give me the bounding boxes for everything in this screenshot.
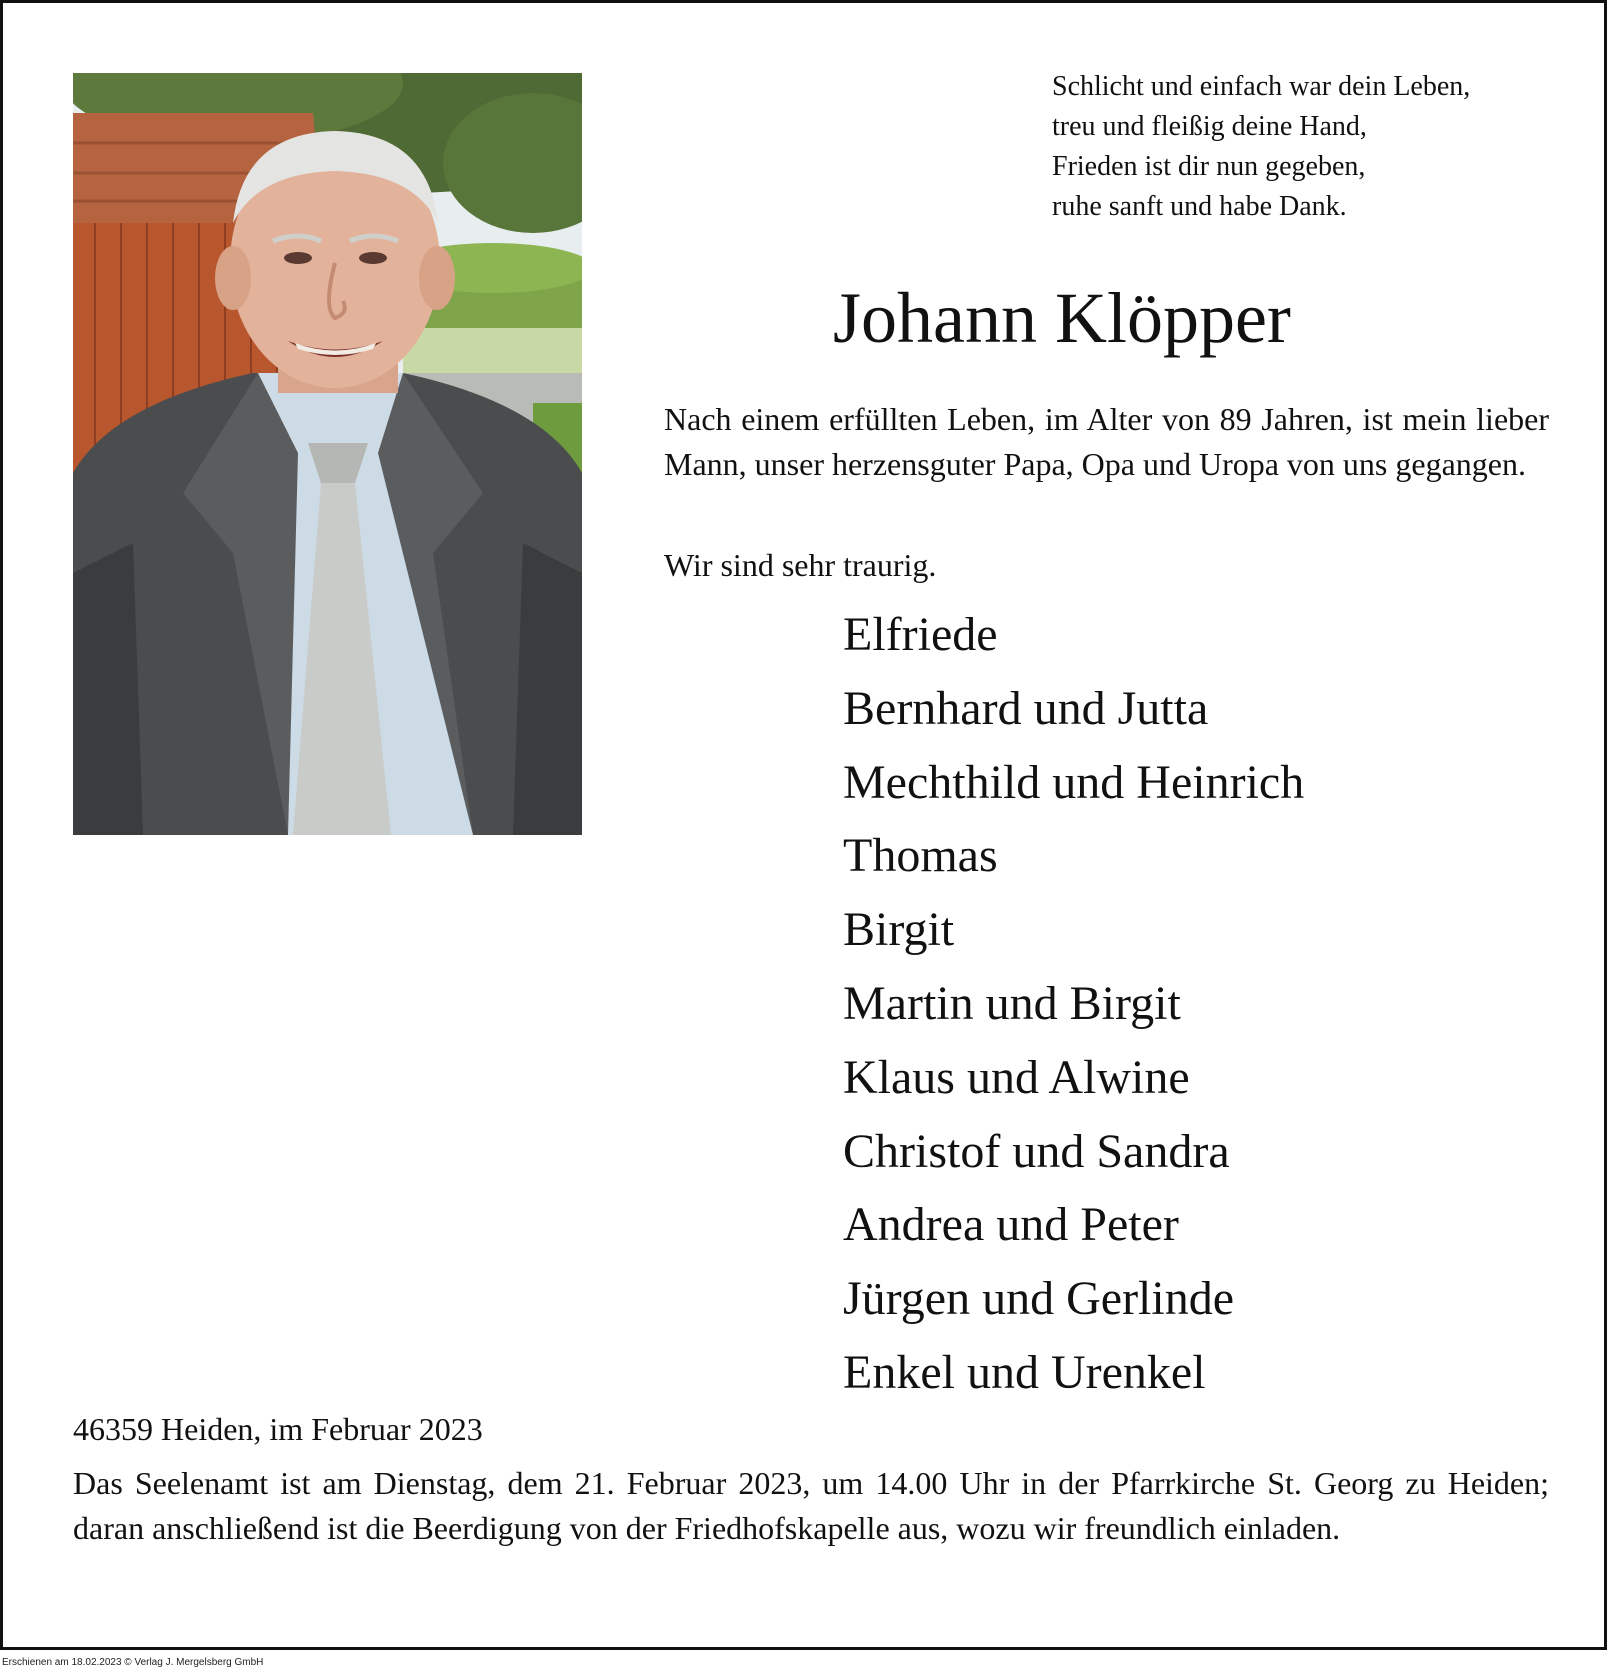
mourner: Mechthild und Heinrich	[843, 755, 1305, 809]
publication-footer: Erschienen am 18.02.2023 © Verlag J. Mergelsberg GmbH	[2, 1657, 264, 1668]
mourner: Jürgen und Gerlinde	[843, 1272, 1235, 1326]
mourner: Birgit	[843, 903, 955, 957]
mourner: Christof und Sandra	[843, 1124, 1230, 1178]
mourner: Martin und Birgit	[843, 976, 1181, 1030]
mourner: Thomas	[843, 829, 998, 883]
portrait-illustration	[73, 73, 582, 835]
portrait-photo	[73, 73, 582, 835]
mourner: Enkel und Urenkel	[843, 1345, 1206, 1399]
mourner: Klaus und Alwine	[843, 1050, 1190, 1104]
poem-line: Schlicht und einfach war dein Leben,	[1052, 71, 1471, 102]
service-details: Das Seelenamt ist am Dienstag, dem 21. Februar 2023, um 14.00 Uhr in der Pfarrkirche St. Georg zu Heiden; daran anschließend ist die Beerdigung von der Friedhofskapelle aus, wozu wir freundlich einladen.	[73, 1465, 1549, 1546]
mourner: Elfriede	[843, 608, 998, 661]
announcement-text: Nach einem erfüllten Leben, im Alter von 89 Jahren, ist mein lieber Mann, unser herzensguter Papa, Opa und Uropa von uns gegangen.	[664, 401, 1549, 482]
poem-line: Frieden ist dir nun gegeben,	[1052, 151, 1366, 182]
poem	[1052, 67, 1572, 227]
mourner: Bernhard und Jutta	[843, 681, 1209, 735]
place-date: 46359 Heiden, im Februar 2023	[73, 1411, 483, 1447]
deceased-name: Johann Klöpper	[833, 278, 1291, 358]
poem-line: ruhe sanft und habe Dank.	[1052, 191, 1347, 222]
sorrow-text: Wir sind sehr traurig.	[664, 547, 937, 583]
mourner: Andrea und Peter	[843, 1198, 1179, 1252]
mourners-list	[843, 598, 1543, 1410]
poem-line: treu und fleißig deine Hand,	[1052, 111, 1367, 142]
